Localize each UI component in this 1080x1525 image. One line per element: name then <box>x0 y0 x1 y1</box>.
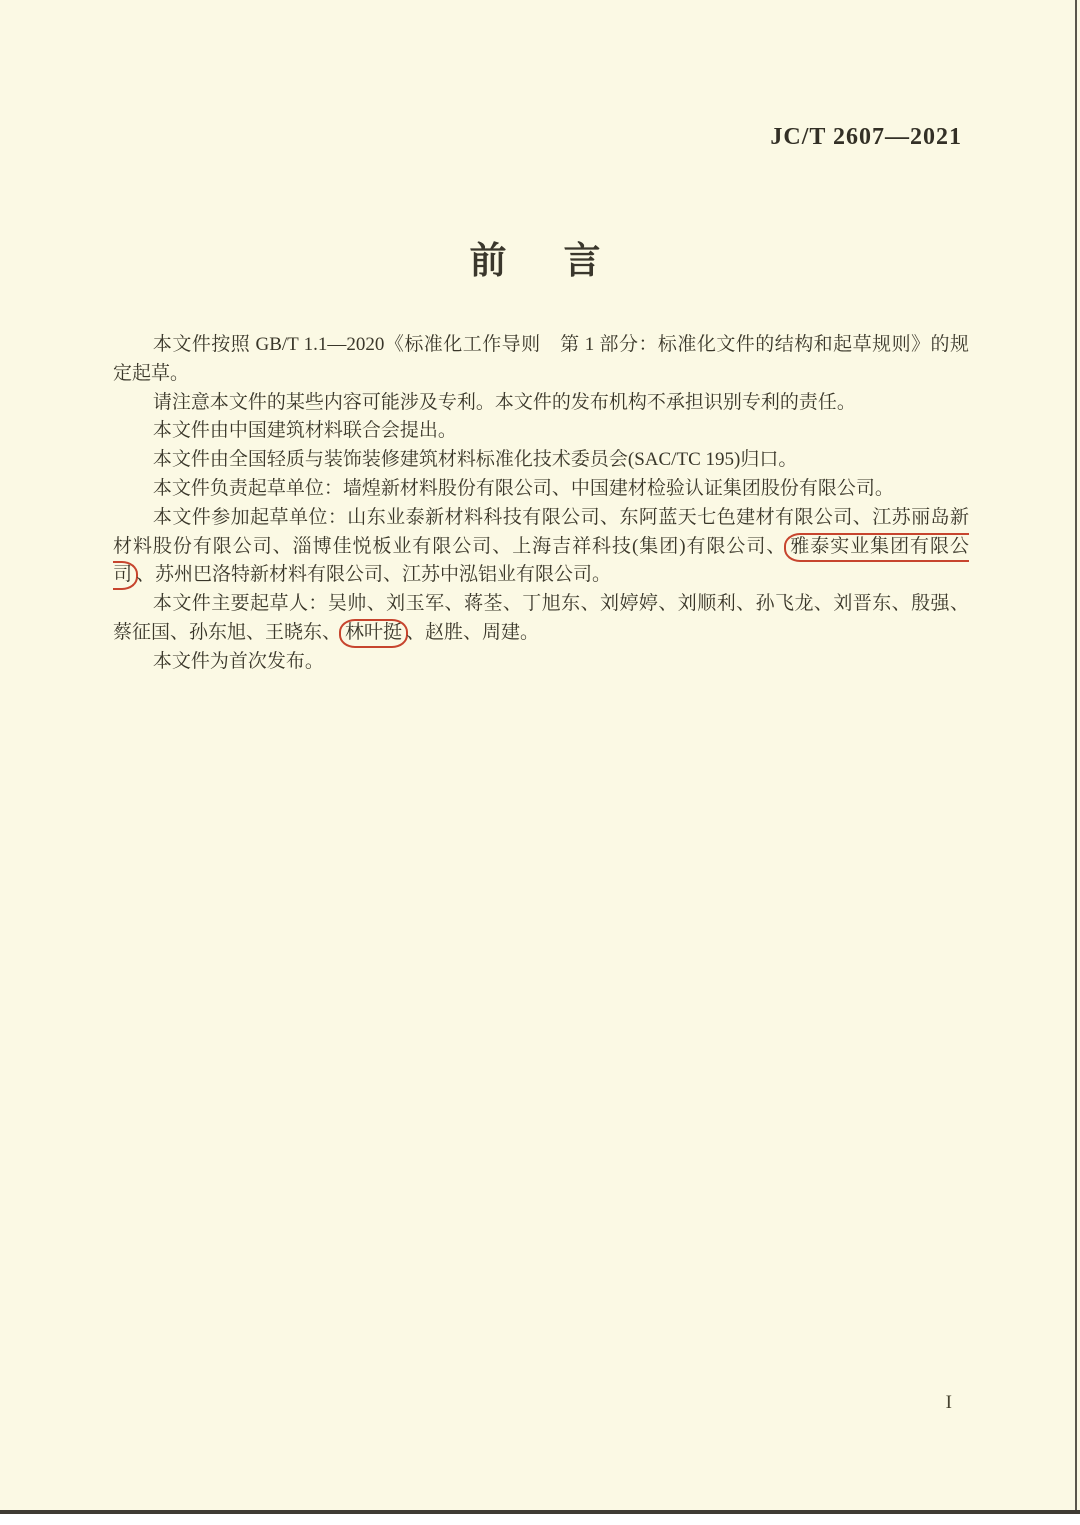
foreword-body <box>113 331 969 677</box>
foreword-title: 前 言 <box>469 241 611 282</box>
red-circle-annotation-person: 林叶挺 <box>339 619 408 648</box>
standard-doc-number: JC/T 2607—2021 <box>770 124 962 150</box>
participating-units-text-cont: 、苏州巴洛特新材料有限公司、江苏中泓铝业有限公司。 <box>136 564 612 586</box>
paragraph-drafting-rules: 本文件按照 GB/T 1.1—2020《标准化工作导则 第 1 部分：标准化文件的结构和起草规则》的规定起草。 <box>113 334 969 384</box>
paragraph-proposed-by: 本文件由中国建筑材料联合会提出。 <box>152 420 457 442</box>
main-drafters-text: 本文件主要起草人：吴帅、刘玉军、蒋荃、丁旭东、刘婷婷、刘顺利、孙飞龙、刘晋东、殷强、蔡征国、孙东旭、王晓东、 <box>113 593 969 643</box>
red-circle-annotation-company: 雅泰实业集团有限公司 <box>113 533 969 591</box>
paragraph-main-drafters <box>113 590 969 648</box>
paragraph-first-release: 本文件为首次发布。 <box>152 650 324 672</box>
paragraph-centralized-by: 本文件由全国轻质与装饰装修建筑材料标准化技术委员会(SAC/TC 195)归口。 <box>152 449 798 471</box>
participating-units-text: 本文件参加起草单位：山东业泰新材料科技有限公司、东阿蓝天七色建材有限公司、江苏丽岛新材料股份有限公司、淄博佳悦板业有限公司、上海吉祥科技(集团)有限公司、 <box>113 506 969 557</box>
scan-edge-line-right <box>1075 0 1077 1512</box>
paragraph-patent-notice: 请注意本文件的某些内容可能涉及专利。本文件的发布机构不承担识别专利的责任。 <box>152 391 856 413</box>
paragraph-participating-units <box>113 504 969 590</box>
page-number: I <box>945 1392 952 1413</box>
scan-bottom-margin <box>0 1514 1080 1525</box>
main-drafters-text-cont: 、赵胜、周建。 <box>406 621 540 643</box>
paragraph-responsible-units: 本文件负责起草单位：墙煌新材料股份有限公司、中国建材检验认证集团股份有限公司。 <box>152 477 894 499</box>
